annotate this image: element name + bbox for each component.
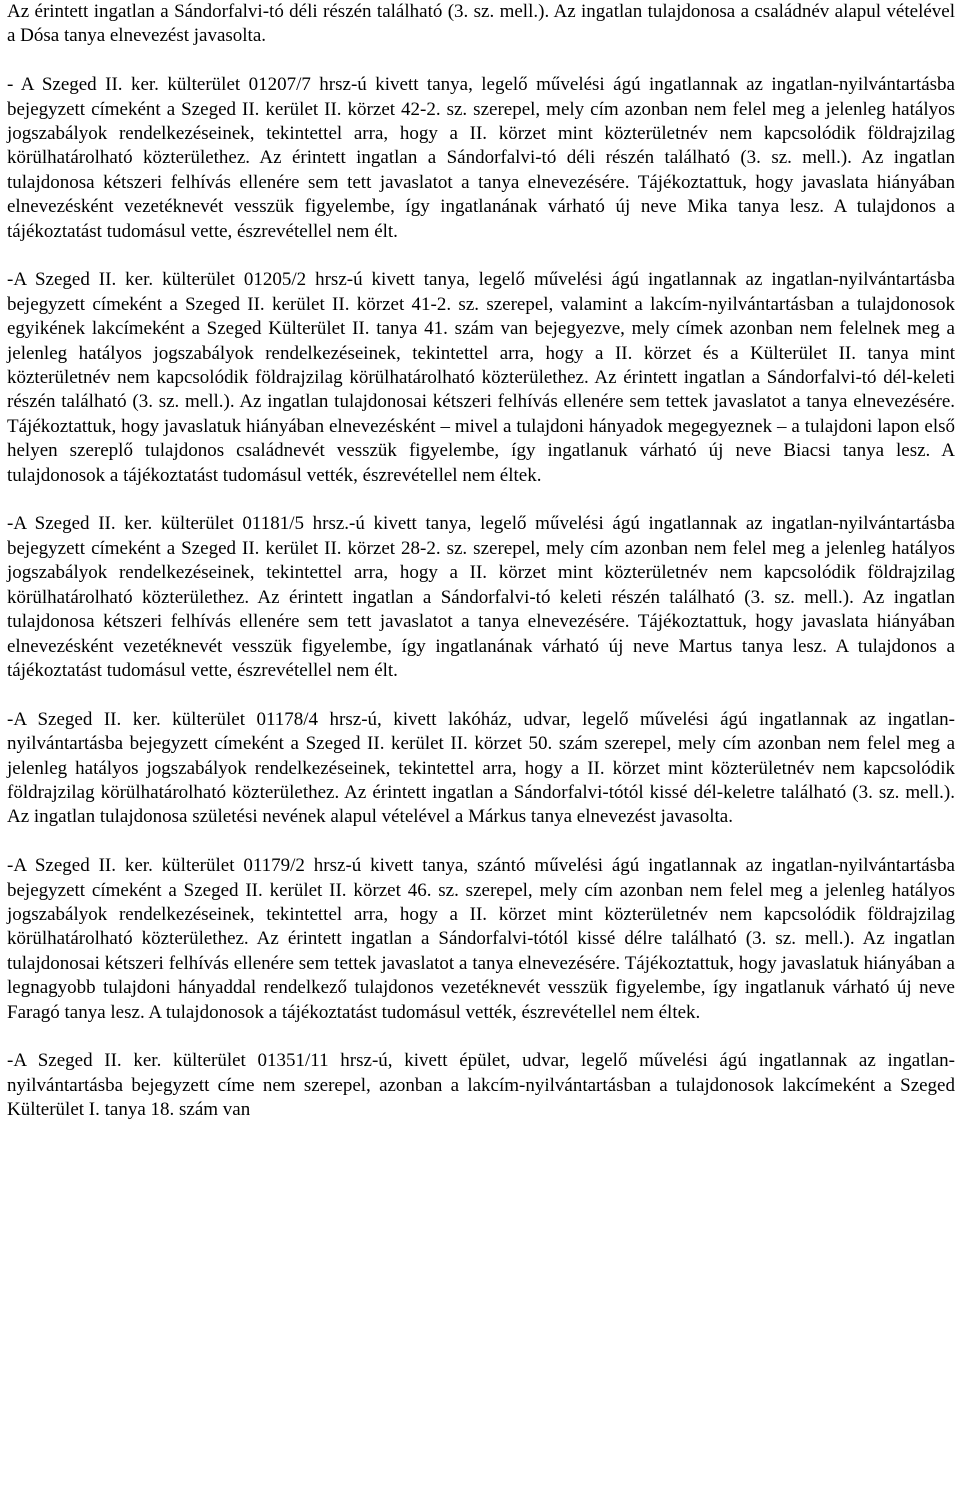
paragraph-mika-tanya: - A Szeged II. ker. külterület 01207/7 hrsz-ú kivett tanya, legelő művelési ágú ingatlannak az ingatlan-nyilvántartásba bejegyzett címeként a Szeged II. kerület II. körzet 42-2. sz. szerepel, mely cím azonban nem felel meg a jelenleg hatályos jogszabályok rendelkezéseinek, tekintettel arra, hogy a II. körzet mint közterületnév nem kapcsolódik földrajzilag körülhatárolható közterülethez. Az érintett ingatlan a Sándorfalvi-tó déli részén található (3. sz. mell.). Az ingatlan tulajdonosa kétszeri felhívás ellenére sem tett javaslatot a tanya elnevezésére. Tájékoztattuk, hogy javaslata hiányában elnevezésként vezetéknevét vesszük figyelembe, így ingatlanának várható új neve Mika tanya lesz. A tulajdonos a tájékoztatást tudomásul vette, észrevétellel nem élt. [7,74,955,242]
paragraph-biacsi-tanya: -A Szeged II. ker. külterület 01205/2 hrsz-ú kivett tanya, legelő művelési ágú ingatlannak az ingatlan-nyilvántartásba bejegyzett címeként a Szeged II. kerület II. körzet 41-2. sz. szerepel, valamint a lakcím-nyilvántartásban a tulajdonosok egyikének lakcímeként a Szeged Külterület II. tanya 41. szám van bejegyezve, mely címek azonban nem felelnek meg a jelenleg hatályos jogszabályok rendelkezéseinek, tekintettel arra, hogy a II. körzet és a Külterület II. tanya mint közterületnév nem kapcsolódik földrajzilag körülhatárolható közterülethez. Az érintett ingatlan a Sándorfalvi-tó dél-keleti részén található (3. sz. mell.). Az ingatlan tulajdonosai kétszeri felhívás ellenére sem tettek javaslatot a tanya elnevezésére. Tájékoztattuk, hogy javaslatuk hiányában elnevezésként – mivel a tulajdoni hányadok megegyeznek – a tulajdoni lapon első helyen szereplő tulajdonos családnevét vesszük figyelembe, így ingatlanuk várható új neve Biacsi tanya lesz. A tulajdonosok a tájékoztatást tudomásul vették, észrevétellel nem éltek. [7,269,955,486]
paragraph-01351-11: -A Szeged II. ker. külterület 01351/11 hrsz-ú, kivett épület, udvar, legelő művelési ágú ingatlannak az ingatlan-nyilvántartásba bejegyzett címe nem szerepel, azonban a lakcím-nyilvántartásban a tulajdonosok lakcímeként a Szeged Külterület I. tanya 18. szám van [7,1050,955,1121]
paragraph-gap [7,488,955,512]
paragraph-dosa-tanya: Az érintett ingatlan a Sándorfalvi-tó déli részén található (3. sz. mell.). Az ingatlan tulajdonosa a családnév alapul vételével a Dósa tanya elnevezést javasolta. [7,1,955,47]
paragraph-gap [7,1025,955,1049]
paragraph-markus-tanya: -A Szeged II. ker. külterület 01178/4 hrsz-ú, kivett lakóház, udvar, legelő művelési ágú ingatlannak az ingatlan-nyilvántartásba bejegyzett címeként a Szeged II. kerület II. körzet 50. szám szerepel, mely cím azonban nem felel meg a jelenleg hatályos jogszabályok rendelkezéseinek, tekintettel arra, hogy a II. körzet mint közterületnév nem kapcsolódik földrajzilag körülhatárolható közterülethez. Az érintett ingatlan a Sándorfalvi-tótól kissé dél-keletre található (3. sz. mell.). Az ingatlan tulajdonosa születési nevének alapul vételével a Márkus tanya elnevezést javasolta. [7,708,955,828]
paragraph-gap [7,244,955,268]
document-page [7,0,955,1123]
paragraph-martus-tanya: -A Szeged II. ker. külterület 01181/5 hrsz.-ú kivett tanya, legelő művelési ágú ingatlannak az ingatlan-nyilvántartásba bejegyzett címeként a Szeged II. kerület II. körzet 28-2. sz. szerepel, mely cím azonban nem felel meg a jelenleg hatályos jogszabályok rendelkezéseinek, tekintettel arra, hogy a II. körzet mint közterületnév nem kapcsolódik földrajzilag körülhatárolható közterülethez. Az érintett ingatlan a Sándorfalvi-tó keleti részén található (3. sz. mell.). Az ingatlan tulajdonosa kétszeri felhívás ellenére sem tett javaslatot a tanya elnevezésére. Tájékoztattuk, hogy javaslata hiányában elnevezésként vezetéknevét vesszük figyelembe, így ingatlanának várható új neve Martus tanya lesz. A tulajdonos a tájékoztatást tudomásul vette, észrevétellel nem élt. [7,513,955,681]
paragraph-farago-tanya: -A Szeged II. ker. külterület 01179/2 hrsz-ú kivett tanya, szántó művelési ágú ingatlannak az ingatlan-nyilvántartásba bejegyzett címeként a Szeged II. kerület II. körzet 46. sz. szerepel, mely cím azonban nem felel meg a jelenleg hatályos jogszabályok rendelkezéseinek, tekintettel arra, hogy a II. körzet mint közterületnév nem kapcsolódik földrajzilag körülhatárolható közterülethez. Az érintett ingatlan a Sándorfalvi-tótól kissé délre található (3. sz. mell.). Az ingatlan tulajdonosai kétszeri felhívás ellenére sem tettek javaslatot a tanya elnevezésére. Tájékoztattuk, hogy javaslatuk hiányában a legnagyobb tulajdoni hányaddal rendelkező tulajdonos vezetéknevét vesszük figyelembe, így ingatlanuk várható új neve Faragó tanya lesz. A tulajdonosok a tájékoztatást tudomásul vették, észrevétellel nem éltek. [7,855,955,1023]
paragraph-gap [7,683,955,707]
paragraph-gap [7,830,955,854]
paragraph-gap [7,49,955,73]
